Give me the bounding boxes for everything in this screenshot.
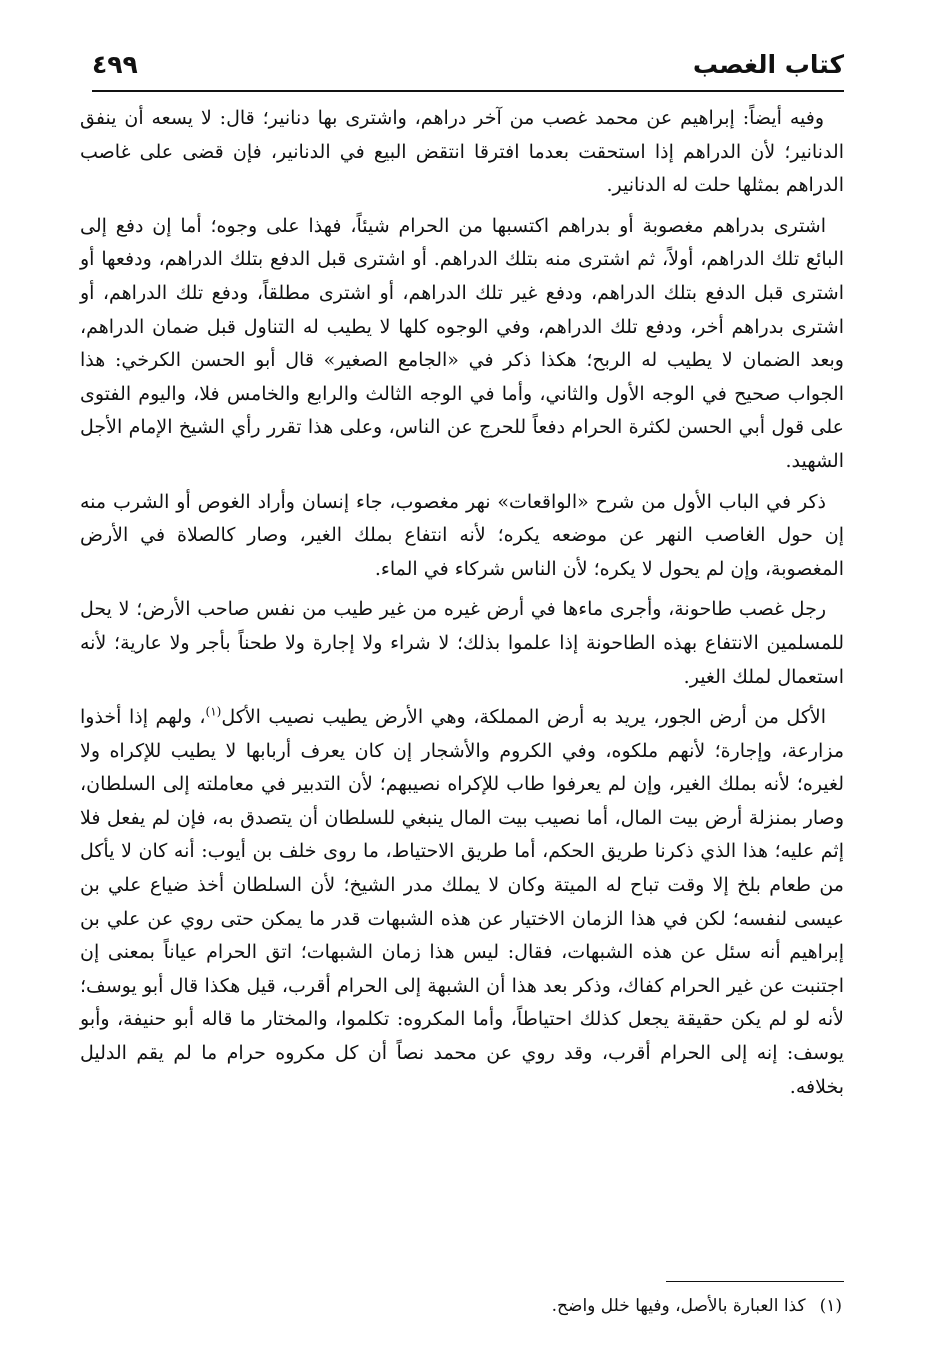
paragraph-with-footnote (80, 701, 844, 1104)
footnote-number: (١) (819, 1296, 842, 1316)
page-header (92, 38, 844, 92)
paragraph-part: الأكل من أرض الجور، يريد به أرض المملكة، وهي الأرض يطيب نصيب الأكل (221, 706, 826, 729)
paragraph: ذكر في الباب الأول من شرح «الواقعات» نهر مغصوب، جاء إنسان وأراد الغوص أو الشرب منه إن حول الغاصب النهر عن موضعه يكره؛ لأنه انتفاع بملك الغير، وصار كالصلاة في الأرض المغصوبة، وإن لم يحول لا يكره؛ لأن الناس شركاء في الماء. (80, 490, 844, 580)
footnote-divider (666, 1281, 844, 1282)
page-number: ٤٩٩ (92, 50, 138, 79)
footnote-reference[interactable]: (١) (205, 704, 222, 719)
paragraph: اشترى بدراهم مغصوبة أو بدراهم اكتسبها من الحرام شيئاً، فهذا على وجوه؛ أما إن دفع إلى البائع تلك الدراهم، أولاً، ثم اشترى منه بتلك الدراهم. أو اشترى قبل الدفع بتلك الدراهم، ودفعها أو اشترى قبل الدفع بتلك الدراهم، ودفع غير تلك الدراهم، أو اشترى مطلقاً، ودفع تلك الدراهم، أو اشترى بدراهم أخر، ودفع تلك الدراهم، وفي الوجوه كلها لا يطيب له التناول قبل ضمان الدراهم، وبعد الضمان لا يطيب له الربح؛ هكذا ذكر في «الجامع الصغير» قال أبو الحسن الكرخي: هذا الجواب صحيح في الوجه الأول والثاني، وأما في الوجه الثالث والرابع والخامس فلا، واليوم الفتوى على قول أبي الحسن لكثرة الحرام دفعاً للحرج عن الناس، وعلى هذا تقرر رأي الشيخ الإمام الأجل الشهيد. (80, 214, 844, 472)
book-title: كتاب الغصب (692, 50, 844, 79)
footnote (80, 1292, 842, 1320)
main-text (80, 102, 844, 1111)
footnote-text: كذا العبارة بالأصل، وفيها خلل واضح. (551, 1296, 806, 1316)
paragraph: رجل غصب طاحونة، وأجرى ماءها في أرض غيره من غير طيب من نفس صاحب الأرض؛ لا يحل للمسلمين الانتفاع بهذه الطاحونة إذا علموا بذلك؛ لا شراء ولا إجارة ولا طحناً بأجر ولا عارية؛ لأنه استعمال لملك الغير. (80, 598, 844, 688)
paragraph-part: ، ولهم إذا أخذوا مزارعة، وإجارة؛ لأنهم ملكوه، وفي الكروم والأشجار إن كان يعرف أربابها لا يطيب للإكراه ولا لغيره؛ لأنه بملك الغير، وإن لم يعرفوا طاب للإكراه نصيبهم؛ لأن التدبير في معاملته إلى السلطان، وصار بمنزلة أرض بيت المال، أما نصيب بيت المال ينبغي للسلطان أن يتصدق به، فإن لم يفعل فلا إثم عليه؛ هذا الذي ذكرنا طريق الحكم، أما طريق الاحتياط، ما روى خلف بن أيوب: أنه كان لا يأكل من طعام بلخ إلا وقت تباح له الميتة وكان لا يملك مدر الشيخ؛ لأن السلطان أخذ ضياع علي بن عيسى لنفسه؛ لكن في هذا الزمان الاختيار عن هذه الشبهات قدر ما يمكن حتى روي عن علي بن إبراهيم أنه سئل عن هذه الشبهات، فقال: ليس هذا زمان الشبهات؛ اتق الحرام عياناً بمعنى إن اجتنبت عن غير الحرام كفاك، وذكر بعد هذا أن الشبهة إلى الحرام أقرب، قيل هكذا قال أبو يوسف؛ لأنه لو لم يكن حقيقة يجعل كذلك احتياطاً، وأما المكروه: تكلموا، والمختار ما قاله أبو حنيفة، وأبو يوسف: إنه إلى الحرام أقرب، وقد روي عن محمد نصاً أن كل مكروه حرام ما لم يقم الدليل بخلافه. (80, 706, 844, 1098)
paragraph: وفيه أيضاً: إبراهيم عن محمد غصب من آخر دراهم، واشترى بها دنانير؛ قال: لا يسعه أن ينفق الدنانير؛ لأن الدراهم إذا استحقت بعدما افترقا انتقض البيع في الدنانير، فإن قضى على غاصب الدراهم بمثلها حلت له الدنانير. (80, 107, 844, 197)
